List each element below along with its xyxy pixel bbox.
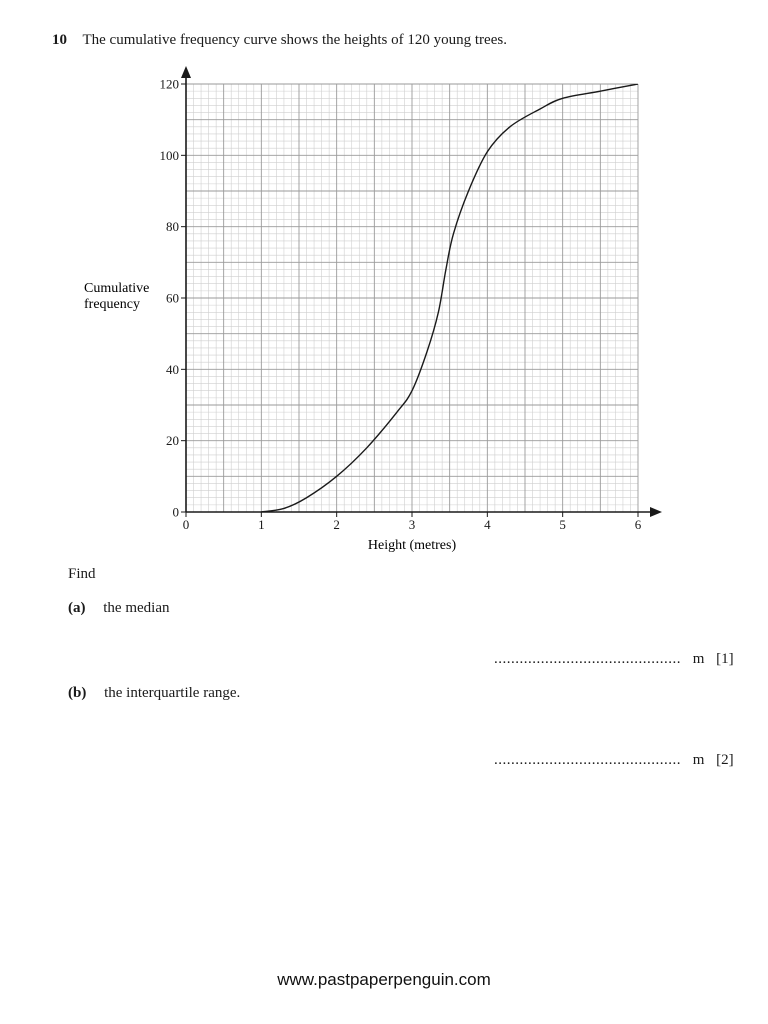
y-tick-label: 40 (166, 361, 179, 377)
part-a-answer-unit: m (692, 651, 705, 667)
axis-ticks (160, 77, 642, 533)
y-tick-label: 80 (166, 219, 179, 235)
y-axis-arrowhead (181, 66, 191, 78)
footer-url[interactable]: www.pastpaperpenguin.com (277, 970, 491, 989)
x-tick-label: 1 (258, 517, 265, 532)
y-tick-label: 0 (172, 504, 179, 520)
part-a-answer-dots[interactable]: ............................................ (494, 651, 681, 667)
x-tick-label: 4 (484, 517, 491, 532)
x-tick-label: 6 (634, 517, 642, 532)
x-tick-label: 2 (333, 517, 340, 532)
part-b-answer-line[interactable] (494, 752, 734, 769)
y-tick-label: 100 (159, 147, 179, 163)
question-text: The cumulative frequency curve shows the heights of 120 young trees. (82, 32, 507, 48)
y-axis-label-line-2: frequency (84, 297, 140, 312)
part-b-answer-unit: m (692, 752, 705, 768)
x-tick-label: 0 (182, 517, 190, 532)
part-a-answer-line[interactable] (494, 651, 734, 668)
part-b-answer-dots[interactable]: ............................................ (494, 752, 681, 768)
part-a (68, 600, 169, 617)
question-number: 10 (52, 32, 67, 48)
part-a-text: the median (103, 600, 170, 616)
part-b (68, 685, 240, 702)
x-tick-label: 5 (559, 517, 566, 532)
y-tick-label: 20 (166, 433, 179, 449)
part-b-text: the interquartile range. (104, 685, 241, 701)
y-tick-label: 60 (166, 290, 179, 306)
y-axis-label-line-1: Cumulative (84, 281, 150, 296)
x-tick-label: 3 (408, 517, 416, 532)
find-label: Find (68, 566, 96, 582)
x-axis-label: Height (metres) (367, 538, 457, 553)
y-tick-label: 120 (159, 76, 179, 92)
part-b-marks: [2] (716, 752, 734, 768)
part-a-letter: (a) (68, 600, 86, 616)
part-a-marks: [1] (716, 651, 734, 667)
part-b-letter: (b) (68, 685, 87, 701)
x-axis-arrowhead (650, 507, 662, 517)
